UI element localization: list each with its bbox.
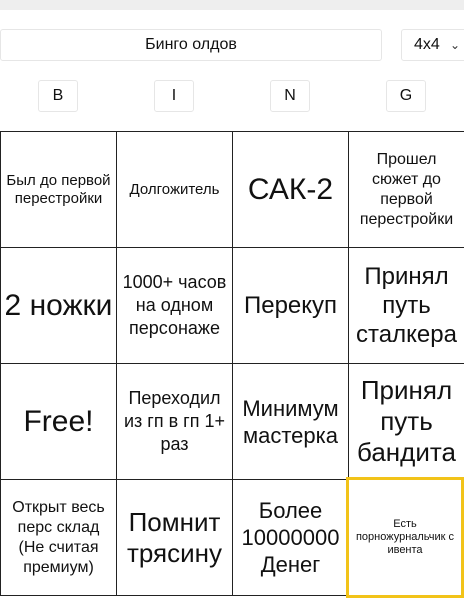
cell-text: Free! bbox=[23, 404, 94, 438]
bingo-cell-r0-c2[interactable] bbox=[232, 131, 349, 248]
bingo-cell-r0-c0[interactable] bbox=[0, 131, 117, 248]
bingo-cell-r2-c3[interactable] bbox=[348, 363, 464, 480]
bingo-cell-r0-c1[interactable] bbox=[116, 131, 233, 248]
cell-text: Принял путь бандита bbox=[357, 375, 456, 467]
bingo-cell-r2-c2[interactable] bbox=[232, 363, 349, 480]
bingo-cell-r1-c2[interactable] bbox=[232, 247, 349, 364]
bingo-cell-r2-c1[interactable] bbox=[116, 363, 233, 480]
chevron-down-icon: ⌄ bbox=[450, 38, 461, 52]
cell-text: Переходил из гп в гп 1+ раз bbox=[123, 388, 226, 454]
bingo-title-input[interactable] bbox=[0, 29, 382, 61]
bingo-cell-r2-c0[interactable] bbox=[0, 363, 117, 480]
bingo-cell-r1-c1[interactable] bbox=[116, 247, 233, 364]
top-bar bbox=[0, 0, 464, 10]
cell-text: САК-2 bbox=[247, 172, 334, 206]
cell-text: Перекуп bbox=[243, 292, 338, 319]
letter-n[interactable]: N bbox=[270, 80, 310, 112]
grid-size-select[interactable] bbox=[401, 29, 464, 61]
cell-text: 1000+ часов на одном персонаже bbox=[122, 272, 227, 338]
cell-text: Открыт весь перс склад (Не считая премиум) bbox=[12, 498, 105, 576]
bingo-cell-r0-c3[interactable] bbox=[348, 131, 464, 248]
bingo-cell-r3-c3[interactable] bbox=[346, 477, 464, 598]
letter-i[interactable]: I bbox=[154, 80, 194, 112]
bingo-cell-r3-c0[interactable] bbox=[0, 479, 117, 596]
cell-text: Более 10000000 Денег bbox=[241, 498, 340, 577]
cell-text: Помнит трясину bbox=[126, 506, 223, 568]
cell-text: Долгожитель bbox=[129, 180, 220, 198]
bingo-cell-r1-c3[interactable] bbox=[348, 247, 464, 364]
bingo-cell-r1-c0[interactable] bbox=[0, 247, 117, 364]
cell-text: Минимум мастерка bbox=[242, 395, 339, 448]
letter-g[interactable]: G bbox=[386, 80, 426, 112]
cell-text: Прошел сюжет до первой перестройки bbox=[359, 150, 454, 228]
cell-text: Был до первой перестройки bbox=[6, 171, 111, 207]
bingo-cell-r3-c1[interactable] bbox=[116, 479, 233, 596]
cell-text: Принял путь сталкера bbox=[356, 263, 457, 348]
bingo-cell-r3-c2[interactable] bbox=[232, 479, 349, 596]
letter-b[interactable]: B bbox=[38, 80, 78, 112]
grid-size-value: 4x4 bbox=[414, 36, 440, 53]
cell-text: Есть порножурнальчик с ивента bbox=[355, 518, 455, 556]
cell-text: 2 ножки bbox=[4, 288, 113, 322]
